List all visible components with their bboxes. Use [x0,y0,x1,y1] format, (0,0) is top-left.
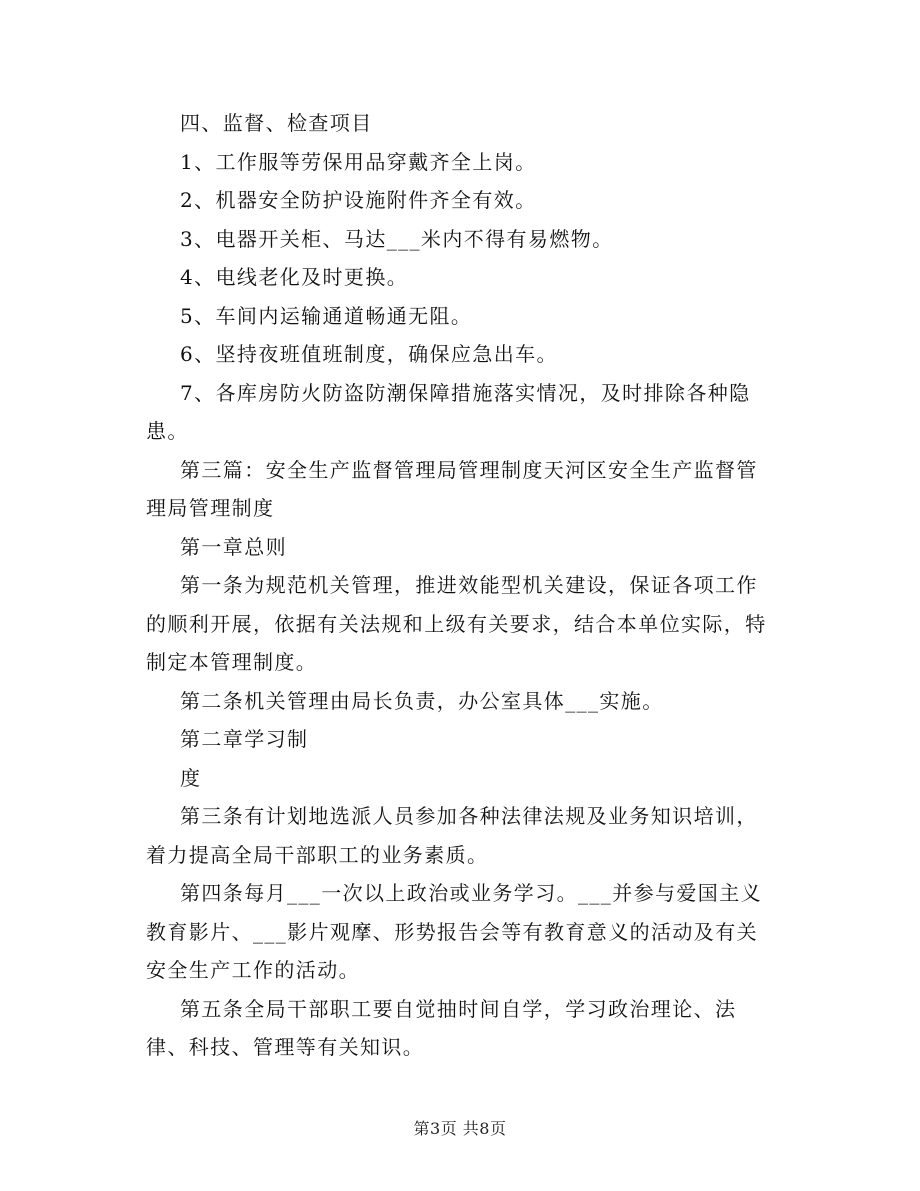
document-body [146,104,778,1067]
list-item: 5、车间内运输通道畅通无阻。 [180,303,473,328]
chapter-heading-continuation: 度 [180,765,202,790]
list-item: 3、电器开关柜、马达___米内不得有易燃物。 [180,226,614,251]
article-paragraph: 第一条为规范机关管理，推进效能型机关建设，保证各项工作的顺利开展，依据有关法规和上级有关要求，结合本单位实际，特制定本管理制度。 [146,573,767,674]
article-paragraph: 第四条每月___一次以上政治或业务学习。___并参与爱国主义教育影片、___影片观摩、形势报告会等有教育意义的活动及有关安全生产工作的活动。 [146,881,762,982]
article-paragraph: 第三条有计划地选派人员参加各种法律法规及业务知识培训，着力提高全局干部职工的业务素质。 [146,804,758,867]
page-number-footer: 第3页 共8页 [413,1119,507,1138]
list-item: 7、各库房防火防盗防潮保障措施落实情况，及时排除各种隐患。 [146,380,751,443]
list-item: 4、电线老化及时更换。 [180,265,409,289]
list-item: 6、坚持夜班值班制度，确保应急出车。 [180,342,558,366]
chapter-heading: 第二章学习制 [180,727,309,751]
chapter-heading: 第一章总则 [180,534,287,559]
list-item: 1、工作服等劳保用品穿戴齐全上岗。 [180,149,537,174]
article-paragraph: 第五条全局干部职工要自觉抽时间自学，学习政治理论、法律、科技、管理等有关知识。 [146,996,737,1059]
list-item: 2、机器安全防护设施附件齐全有效。 [180,188,537,212]
article-paragraph: 第二条机关管理由局长负责，办公室具体___实施。 [180,688,664,713]
article-title: 第三篇：安全生产监督管理局管理制度天河区安全生产监督管理局管理制度 [146,457,758,520]
section-heading: 四、监督、检查项目 [180,111,373,135]
